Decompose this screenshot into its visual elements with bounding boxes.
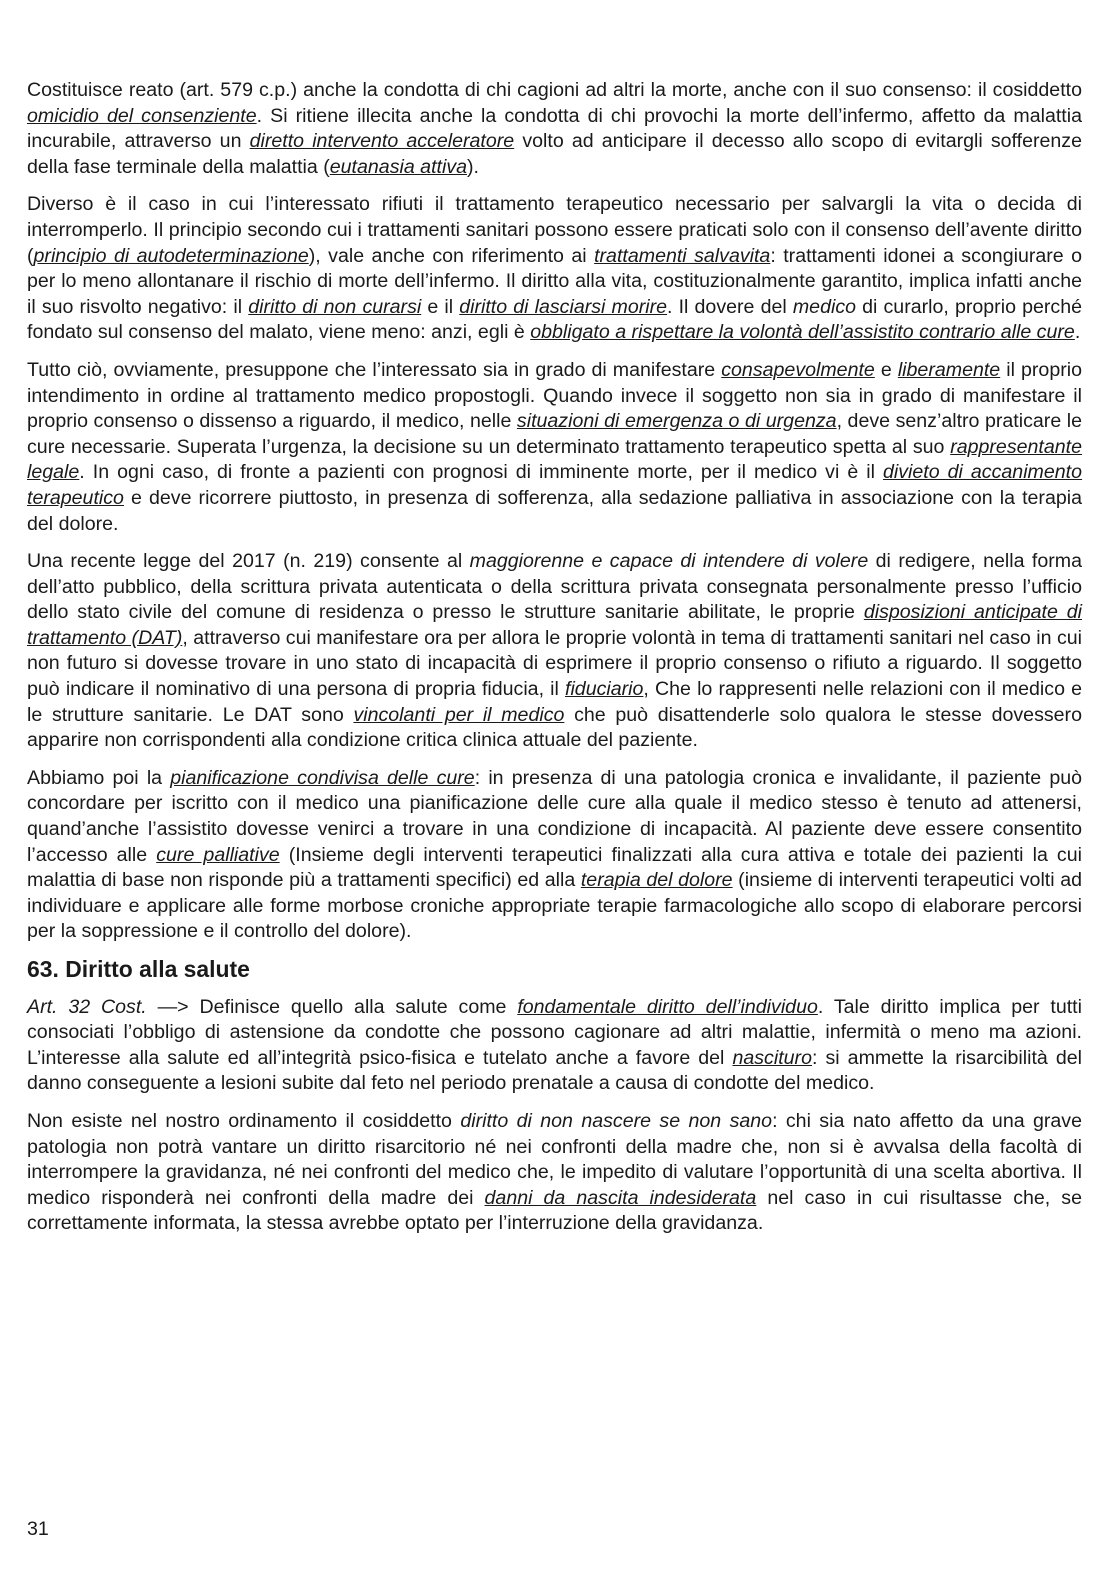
text-run: volto ad anticipare il decesso allo scopo di evitargli sofferenze della fase terminale della malattia (: [27, 130, 1082, 178]
key-term: terapia del dolore: [580, 869, 733, 892]
text-run: : chi sia nato affetto da una grave patologia non potrà vantare un diritto risarcitorio né nei confronti della madre che, non si è avvalsa della facoltà di interrompere la gravidanza, né nei confronti del medico che, le impedito di valutare l’opportunità di una scelta abortiva. Il medico risponderà nei confronti della madre dei: [27, 1109, 1082, 1209]
text-run: 63. Diritto alla salute: [27, 956, 250, 982]
key-term: rappresentante legale: [27, 435, 1082, 484]
key-term: liberamente: [897, 358, 1001, 381]
text-run: .: [1074, 321, 1081, 344]
text-run: . Il dovere del: [667, 295, 793, 318]
text-run: , deve senz’altro praticare le cure necessarie. Superata l’urgenza, la decisione su un determinato trattamento terapeutico spetta al suo: [27, 410, 1083, 458]
italic-term: medico: [792, 295, 857, 318]
key-term: pianificazione condivisa delle cure: [170, 766, 475, 789]
text-run: Tutto ciò, ovviamente, presuppone che l’interessato sia in grado di manifestare: [27, 358, 722, 381]
key-term: cure palliative: [156, 843, 280, 866]
text-run: di redigere, nella forma dell’atto pubblico, della scrittura privata autenticata o della scrittura privata consegnata personalmente presso l’ufficio dello stato civile del comune di residenza o presso le strutture sanitarie abilitate, le proprie: [27, 550, 1082, 624]
text-run: ).: [467, 155, 479, 178]
key-term: consapevolmente: [721, 358, 875, 381]
text-run: —> Definisce quello alla salute come: [146, 995, 518, 1018]
text-run: e il: [421, 295, 460, 318]
paragraph: [27, 1109, 1082, 1237]
paragraph: [27, 78, 1082, 180]
section-heading: [27, 957, 1082, 983]
text-run: Una recente legge del 2017 (n. 219) consente al: [27, 550, 470, 573]
page-number: 31: [27, 1518, 49, 1540]
text-run: , attraverso cui manifestare ora per allora le proprie volontà in tema di trattamenti sanitari nel caso in cui non futuro si dovesse trovare in uno stato di incapacità di esprimere il proprio consenso o rifiuto a riguardo. Il soggetto può indicare il nominativo di una persona di propria fiducia, il: [27, 626, 1082, 701]
text-run: che può disattenderle solo qualora le stesse dovessero apparire non corrispondenti alla condizione critica clinica attuale del paziente.: [27, 703, 1082, 752]
text-run: e deve ricorrere piuttosto, in presenza di sofferenza, alla sedazione palliativa in associazione con la terapia del dolore.: [27, 486, 1082, 535]
key-term: principio di autodeterminazione: [33, 244, 309, 267]
paragraph: [27, 995, 1082, 1097]
key-term: omicidio del consenziente: [27, 104, 257, 127]
text-run: di curarlo, proprio perché fondato sul consenso del malato, viene meno: anzi, egli è: [27, 295, 1082, 344]
key-term: divieto di accanimento terapeutico: [27, 461, 1083, 509]
text-run: Diverso è il caso in cui l’interessato rifiuti il trattamento terapeutico necessario per salvargli la vita o decida di interromperlo. Il principio secondo cui i trattamenti sanitari possono essere praticati solo con il consenso dell’avente diritto (: [27, 193, 1082, 267]
text-run: (Insieme degli interventi terapeutici finalizzati alla cura attiva e totale dei pazienti la cui malattia di base non risponde più a trattamenti specifici) ed alla: [27, 843, 1082, 892]
text-run: Abbiamo poi la: [27, 766, 171, 789]
text-run: Non esiste nel nostro ordinamento il cosiddetto: [27, 1109, 461, 1132]
italic-term: diritto di non nascere se non sano: [460, 1109, 773, 1132]
text-run: , Che lo rappresenti nelle relazioni con il medico e le strutture sanitarie. Le DAT sono: [27, 678, 1082, 726]
key-term: diretto intervento acceleratore: [249, 130, 515, 153]
italic-term: Art. 32 Cost.: [27, 995, 147, 1018]
text-run: : in presenza di una patologia cronica e invalidante, il paziente può concordare per iscritto con il medico una pianificazione delle cure alla quale il medico stesso è tenuto ad attenersi, quand’anche l’assistito dovesse venirci a trovare in una condizione di incapacità. Al paziente deve essere consentito l’accesso alle: [27, 766, 1083, 866]
text-run: nel caso in cui risultasse che, se correttamente informata, la stessa avrebbe optato per l’interruzione della gravidanza.: [27, 1186, 1082, 1235]
text-run: ), vale anche con riferimento ai: [308, 244, 595, 267]
paragraph: [27, 549, 1082, 754]
key-term: danni da nascita indesiderata: [484, 1186, 757, 1209]
key-term: situazioni di emergenza o di urgenza: [516, 410, 837, 433]
key-term: nascituro: [732, 1046, 812, 1069]
paragraph: [27, 192, 1082, 346]
key-term: vincolanti per il medico: [353, 703, 565, 726]
paragraph: [27, 766, 1082, 945]
text-run: Costituisce reato (art. 579 c.p.) anche la condotta di chi cagioni ad altri la morte, anche con il suo consenso: il cosiddetto: [27, 79, 1082, 101]
key-term: disposizioni anticipate di trattamento (DAT): [27, 601, 1082, 649]
italic-term: maggiorenne e capace di intendere di volere: [469, 550, 869, 573]
key-term: diritto di non curarsi: [248, 295, 422, 318]
text-run: . Si ritiene illecita anche la condotta di chi provochi la morte dell’infermo, affetto da malattia incurabile, attraverso un: [27, 104, 1082, 153]
key-term: trattamenti salvavita: [594, 244, 771, 267]
text-run: e: [874, 358, 898, 381]
paragraph: [27, 358, 1082, 537]
key-term: fiduciario: [565, 678, 644, 701]
text-run: : si ammette la risarcibilità del danno conseguente a lesioni subite dal feto nel periodo prenatale a causa di condotte del medico.: [27, 1046, 1082, 1095]
key-term: eutanasia attiva: [329, 155, 468, 178]
text-run: il proprio intendimento in ordine al trattamento medico propostogli. Quando invece il soggetto non sia in grado di manifestare il proprio consenso o dissenso a riguardo, il medico, nelle: [27, 358, 1083, 433]
document-body: [27, 78, 1082, 1249]
text-run: . In ogni caso, di fronte a pazienti con prognosi di imminente morte, per il medico vi è il: [79, 461, 883, 484]
key-term: fondamentale diritto dell’individuo: [517, 995, 818, 1018]
key-term: diritto di lasciarsi morire: [459, 295, 668, 318]
key-term: obbligato a rispettare la volontà dell’assistito contrario alle cure: [530, 321, 1075, 344]
text-run: (insieme di interventi terapeutici volti ad individuare e applicare alle forme morbose croniche appropriate terapie farmacologiche allo scopo di elaborare percorsi per la soppressione e il controllo del dolore).: [27, 869, 1082, 943]
text-run: . Tale diritto implica per tutti consociati l’obbligo di astensione da condotte che possono cagionare ad altri malattie, infermità o meno ma azioni. L’interesse alla salute ed all’integrità psico-fisica e tutelato anche a favore del: [27, 995, 1082, 1069]
text-run: : trattamenti idonei a scongiurare o per lo meno allontanare il rischio di morte dell’infermo. Il diritto alla vita, costituzionalmente garantito, implica infatti anche il suo risvolto negativo: il: [27, 244, 1083, 318]
